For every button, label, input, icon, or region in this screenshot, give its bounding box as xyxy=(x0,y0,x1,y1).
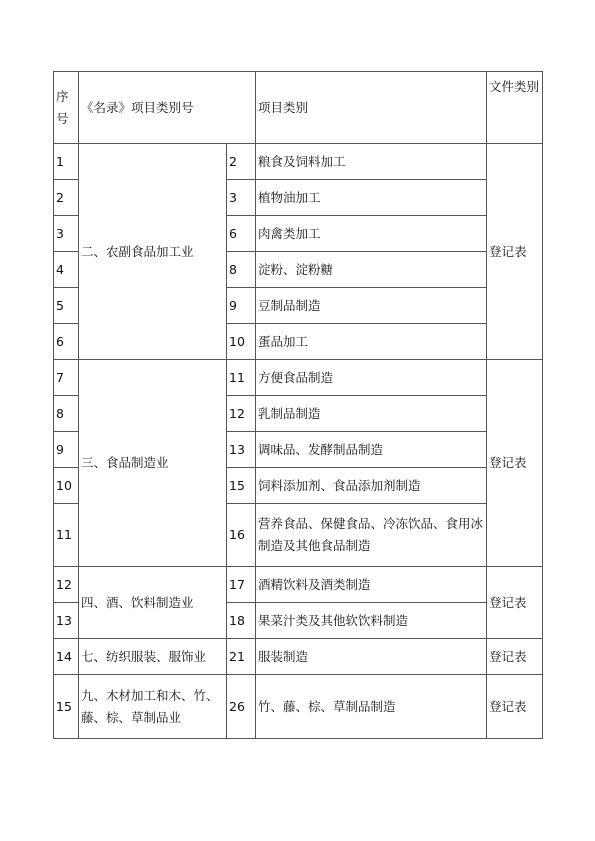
row-code: 3 xyxy=(227,180,256,216)
file-type-cell: 登记表 xyxy=(487,639,543,675)
row-seq: 9 xyxy=(54,432,79,468)
row-name: 酒精饮料及酒类制造 xyxy=(256,567,487,603)
file-type-cell: 登记表 xyxy=(487,567,543,639)
file-type-cell: 登记表 xyxy=(487,360,543,567)
table-row xyxy=(54,675,543,739)
row-name: 营养食品、保健食品、冷冻饮品、食用冰制造及其他食品制造 xyxy=(256,504,487,567)
file-type-cell: 登记表 xyxy=(487,675,543,739)
row-name: 方便食品制造 xyxy=(256,360,487,396)
row-code: 10 xyxy=(227,324,256,360)
category-cell: 七、纺织服装、服饰业 xyxy=(79,639,227,675)
row-code: 21 xyxy=(227,639,256,675)
category-cell: 二、农副食品加工业 xyxy=(79,144,227,360)
row-seq: 13 xyxy=(54,603,79,639)
row-name: 蛋品加工 xyxy=(256,324,487,360)
category-cell: 四、酒、饮料制造业 xyxy=(79,567,227,639)
row-seq: 3 xyxy=(54,216,79,252)
row-name: 饲料添加剂、食品添加剂制造 xyxy=(256,468,487,504)
row-code: 13 xyxy=(227,432,256,468)
row-code: 16 xyxy=(227,504,256,567)
row-name: 植物油加工 xyxy=(256,180,487,216)
row-name: 乳制品制造 xyxy=(256,396,487,432)
table-row xyxy=(54,567,543,603)
row-seq: 14 xyxy=(54,639,79,675)
row-code: 18 xyxy=(227,603,256,639)
row-code: 11 xyxy=(227,360,256,396)
row-code: 17 xyxy=(227,567,256,603)
row-code: 2 xyxy=(227,144,256,180)
table-row xyxy=(54,639,543,675)
row-code: 8 xyxy=(227,252,256,288)
row-code: 12 xyxy=(227,396,256,432)
row-seq: 10 xyxy=(54,468,79,504)
row-name: 竹、藤、棕、草制品制造 xyxy=(256,675,487,739)
row-seq: 5 xyxy=(54,288,79,324)
row-code: 9 xyxy=(227,288,256,324)
category-table xyxy=(53,71,543,739)
category-cell: 三、食品制造业 xyxy=(79,360,227,567)
table-row xyxy=(54,144,543,180)
row-seq: 4 xyxy=(54,252,79,288)
header-project-category: 项目类别 xyxy=(256,72,487,144)
row-seq: 11 xyxy=(54,504,79,567)
table-row xyxy=(54,360,543,396)
row-code: 26 xyxy=(227,675,256,739)
row-name: 肉禽类加工 xyxy=(256,216,487,252)
row-name: 服装制造 xyxy=(256,639,487,675)
row-seq: 8 xyxy=(54,396,79,432)
row-name: 调味品、发酵制品制造 xyxy=(256,432,487,468)
header-seq: 序号 xyxy=(54,72,79,144)
row-code: 6 xyxy=(227,216,256,252)
file-type-cell: 登记表 xyxy=(487,144,543,360)
row-name: 果菜汁类及其他软饮料制造 xyxy=(256,603,487,639)
row-name: 豆制品制造 xyxy=(256,288,487,324)
row-name: 粮食及饲料加工 xyxy=(256,144,487,180)
row-code: 15 xyxy=(227,468,256,504)
row-seq: 6 xyxy=(54,324,79,360)
category-cell: 九、木材加工和木、竹、藤、棕、草制品业 xyxy=(79,675,227,739)
row-seq: 7 xyxy=(54,360,79,396)
row-seq: 12 xyxy=(54,567,79,603)
row-seq: 1 xyxy=(54,144,79,180)
row-seq: 15 xyxy=(54,675,79,739)
row-name: 淀粉、淀粉糖 xyxy=(256,252,487,288)
row-seq: 2 xyxy=(54,180,79,216)
header-row xyxy=(54,72,543,144)
header-directory-category: 《名录》项目类别号 xyxy=(79,72,256,144)
header-file-type: 文件类别 xyxy=(487,72,543,144)
